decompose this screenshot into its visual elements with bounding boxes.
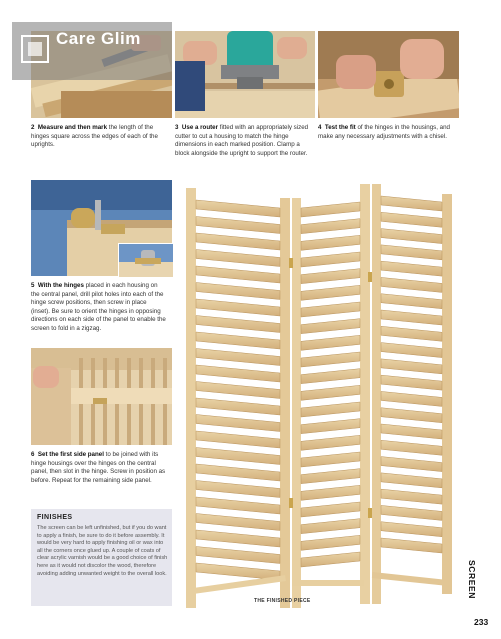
slat <box>301 552 360 567</box>
step-2-text: the length of the hinges square across the edges of each of the uprights. <box>31 124 158 149</box>
slat <box>301 485 360 500</box>
slat <box>301 519 360 534</box>
slat <box>301 502 360 517</box>
step-5-caption <box>31 282 167 334</box>
right-panel <box>372 184 452 604</box>
slat <box>301 435 360 450</box>
slat <box>381 538 442 553</box>
step-6-caption <box>31 451 167 485</box>
step-6-text: to be joined with its hinge housings over the hinges on the central panel, then slot in the hinge. Screw in position as before. Repeat for the remaining side panel. <box>31 451 166 484</box>
step-5-number: 5 <box>31 282 35 289</box>
finished-screen-illustration <box>180 178 470 608</box>
slat <box>381 489 442 504</box>
photo-side-panel <box>31 348 172 445</box>
slat <box>196 382 280 399</box>
slat <box>196 217 280 234</box>
photo-hinge-inset <box>118 243 174 278</box>
logo-icon <box>20 34 50 64</box>
slat <box>301 285 360 300</box>
slat <box>301 252 360 267</box>
slat <box>196 497 280 514</box>
step-2-caption <box>31 124 159 150</box>
slat <box>301 535 360 550</box>
slat <box>381 310 442 325</box>
slat <box>196 365 280 382</box>
step-2-number: 2 <box>31 124 35 131</box>
step-4-number: 4 <box>318 124 322 131</box>
slat <box>301 219 360 234</box>
finishes-title: FINISHES <box>37 514 73 521</box>
slat <box>301 469 360 484</box>
slat <box>381 457 442 472</box>
slat <box>301 352 360 367</box>
slat <box>196 266 280 283</box>
slat <box>301 202 360 217</box>
step-5-lead: With the hinges <box>37 282 84 289</box>
slat <box>301 419 360 434</box>
slat <box>196 250 280 267</box>
page-number: 233 <box>474 617 489 627</box>
slat <box>196 398 280 415</box>
step-4-caption <box>318 124 458 141</box>
slat <box>301 402 360 417</box>
finishes-text: The screen can be left unfinished, but if you do want to apply a finish, be sure to do it before assembly. It would be very hard to apply finishing oil or wax into all the corners once glued up. A couple of coats of clear acrylic varnish would be a good choice of finish here as it would not discolor the wood, therefore avoiding adding unwanted weight to the overall look. <box>37 525 168 577</box>
slat <box>381 229 442 244</box>
step-6-lead: Set the first side panel <box>37 451 104 458</box>
slat <box>196 481 280 498</box>
router-illustration <box>175 31 315 118</box>
slat <box>381 294 442 309</box>
slat <box>381 473 442 488</box>
logo-text: Care Glim <box>56 29 141 48</box>
slat <box>301 335 360 350</box>
slat <box>196 299 280 316</box>
slat <box>381 522 442 537</box>
step-4-lead: Test the fit <box>324 124 356 131</box>
photo-test-fit <box>318 31 459 118</box>
slat <box>196 514 280 531</box>
photo-router <box>175 31 315 118</box>
slat <box>381 440 442 455</box>
step-3-lead: Use a router <box>181 124 219 131</box>
slat <box>196 349 280 366</box>
slat <box>381 196 442 211</box>
step-4-text: of the hinges in the housings, and make any necessary adjustments with a chisel. <box>318 124 450 140</box>
slat <box>196 464 280 481</box>
slat <box>301 319 360 334</box>
slat <box>196 233 280 250</box>
watermark-logo <box>12 22 172 80</box>
slat <box>196 200 280 217</box>
slat <box>381 277 442 292</box>
slat <box>196 415 280 432</box>
middle-panel <box>292 184 370 608</box>
slat <box>301 452 360 467</box>
slat <box>196 448 280 465</box>
left-panel <box>186 188 290 608</box>
slat <box>301 269 360 284</box>
slat <box>196 431 280 448</box>
slat <box>196 547 280 564</box>
slat <box>196 332 280 349</box>
side-panel-illustration <box>31 348 172 445</box>
step-3-text: fitted with an appropriately sized cutter to cut a housing to match the hinge dimensions in each marked position. Clamp a block alongside the upright to support the router. <box>175 124 309 157</box>
slat <box>381 343 442 358</box>
finishes-box <box>31 509 172 606</box>
slat <box>196 283 280 300</box>
slat <box>301 385 360 400</box>
slat <box>301 369 360 384</box>
slat <box>381 505 442 520</box>
slat <box>381 359 442 374</box>
slat <box>381 391 442 406</box>
slat <box>381 326 442 341</box>
section-tab-label: SCREEN <box>467 560 477 600</box>
step-3-caption <box>175 124 313 158</box>
finished-piece-caption: THE FINISHED PIECE <box>254 598 311 604</box>
slat <box>301 302 360 317</box>
step-5-text: placed in each housing on the central panel, drill pilot holes into each of the hinge screw positions, then screw in place (inset). Be sure to orient the hinges in opposing directions on each side of the panel to enable the screen to fold in a zigzag. <box>31 282 166 332</box>
slat <box>381 212 442 227</box>
step-2-lead: Measure and then mark <box>37 124 108 131</box>
slat <box>196 563 280 580</box>
slat <box>381 408 442 423</box>
inset-illustration <box>119 244 173 277</box>
slat <box>381 424 442 439</box>
step-6-number: 6 <box>31 451 35 458</box>
slat <box>381 245 442 260</box>
slat <box>381 261 442 276</box>
slat <box>301 235 360 250</box>
step-3-number: 3 <box>175 124 179 131</box>
test-fit-illustration <box>318 31 459 118</box>
slat <box>196 530 280 547</box>
slat <box>381 375 442 390</box>
slat <box>196 316 280 333</box>
